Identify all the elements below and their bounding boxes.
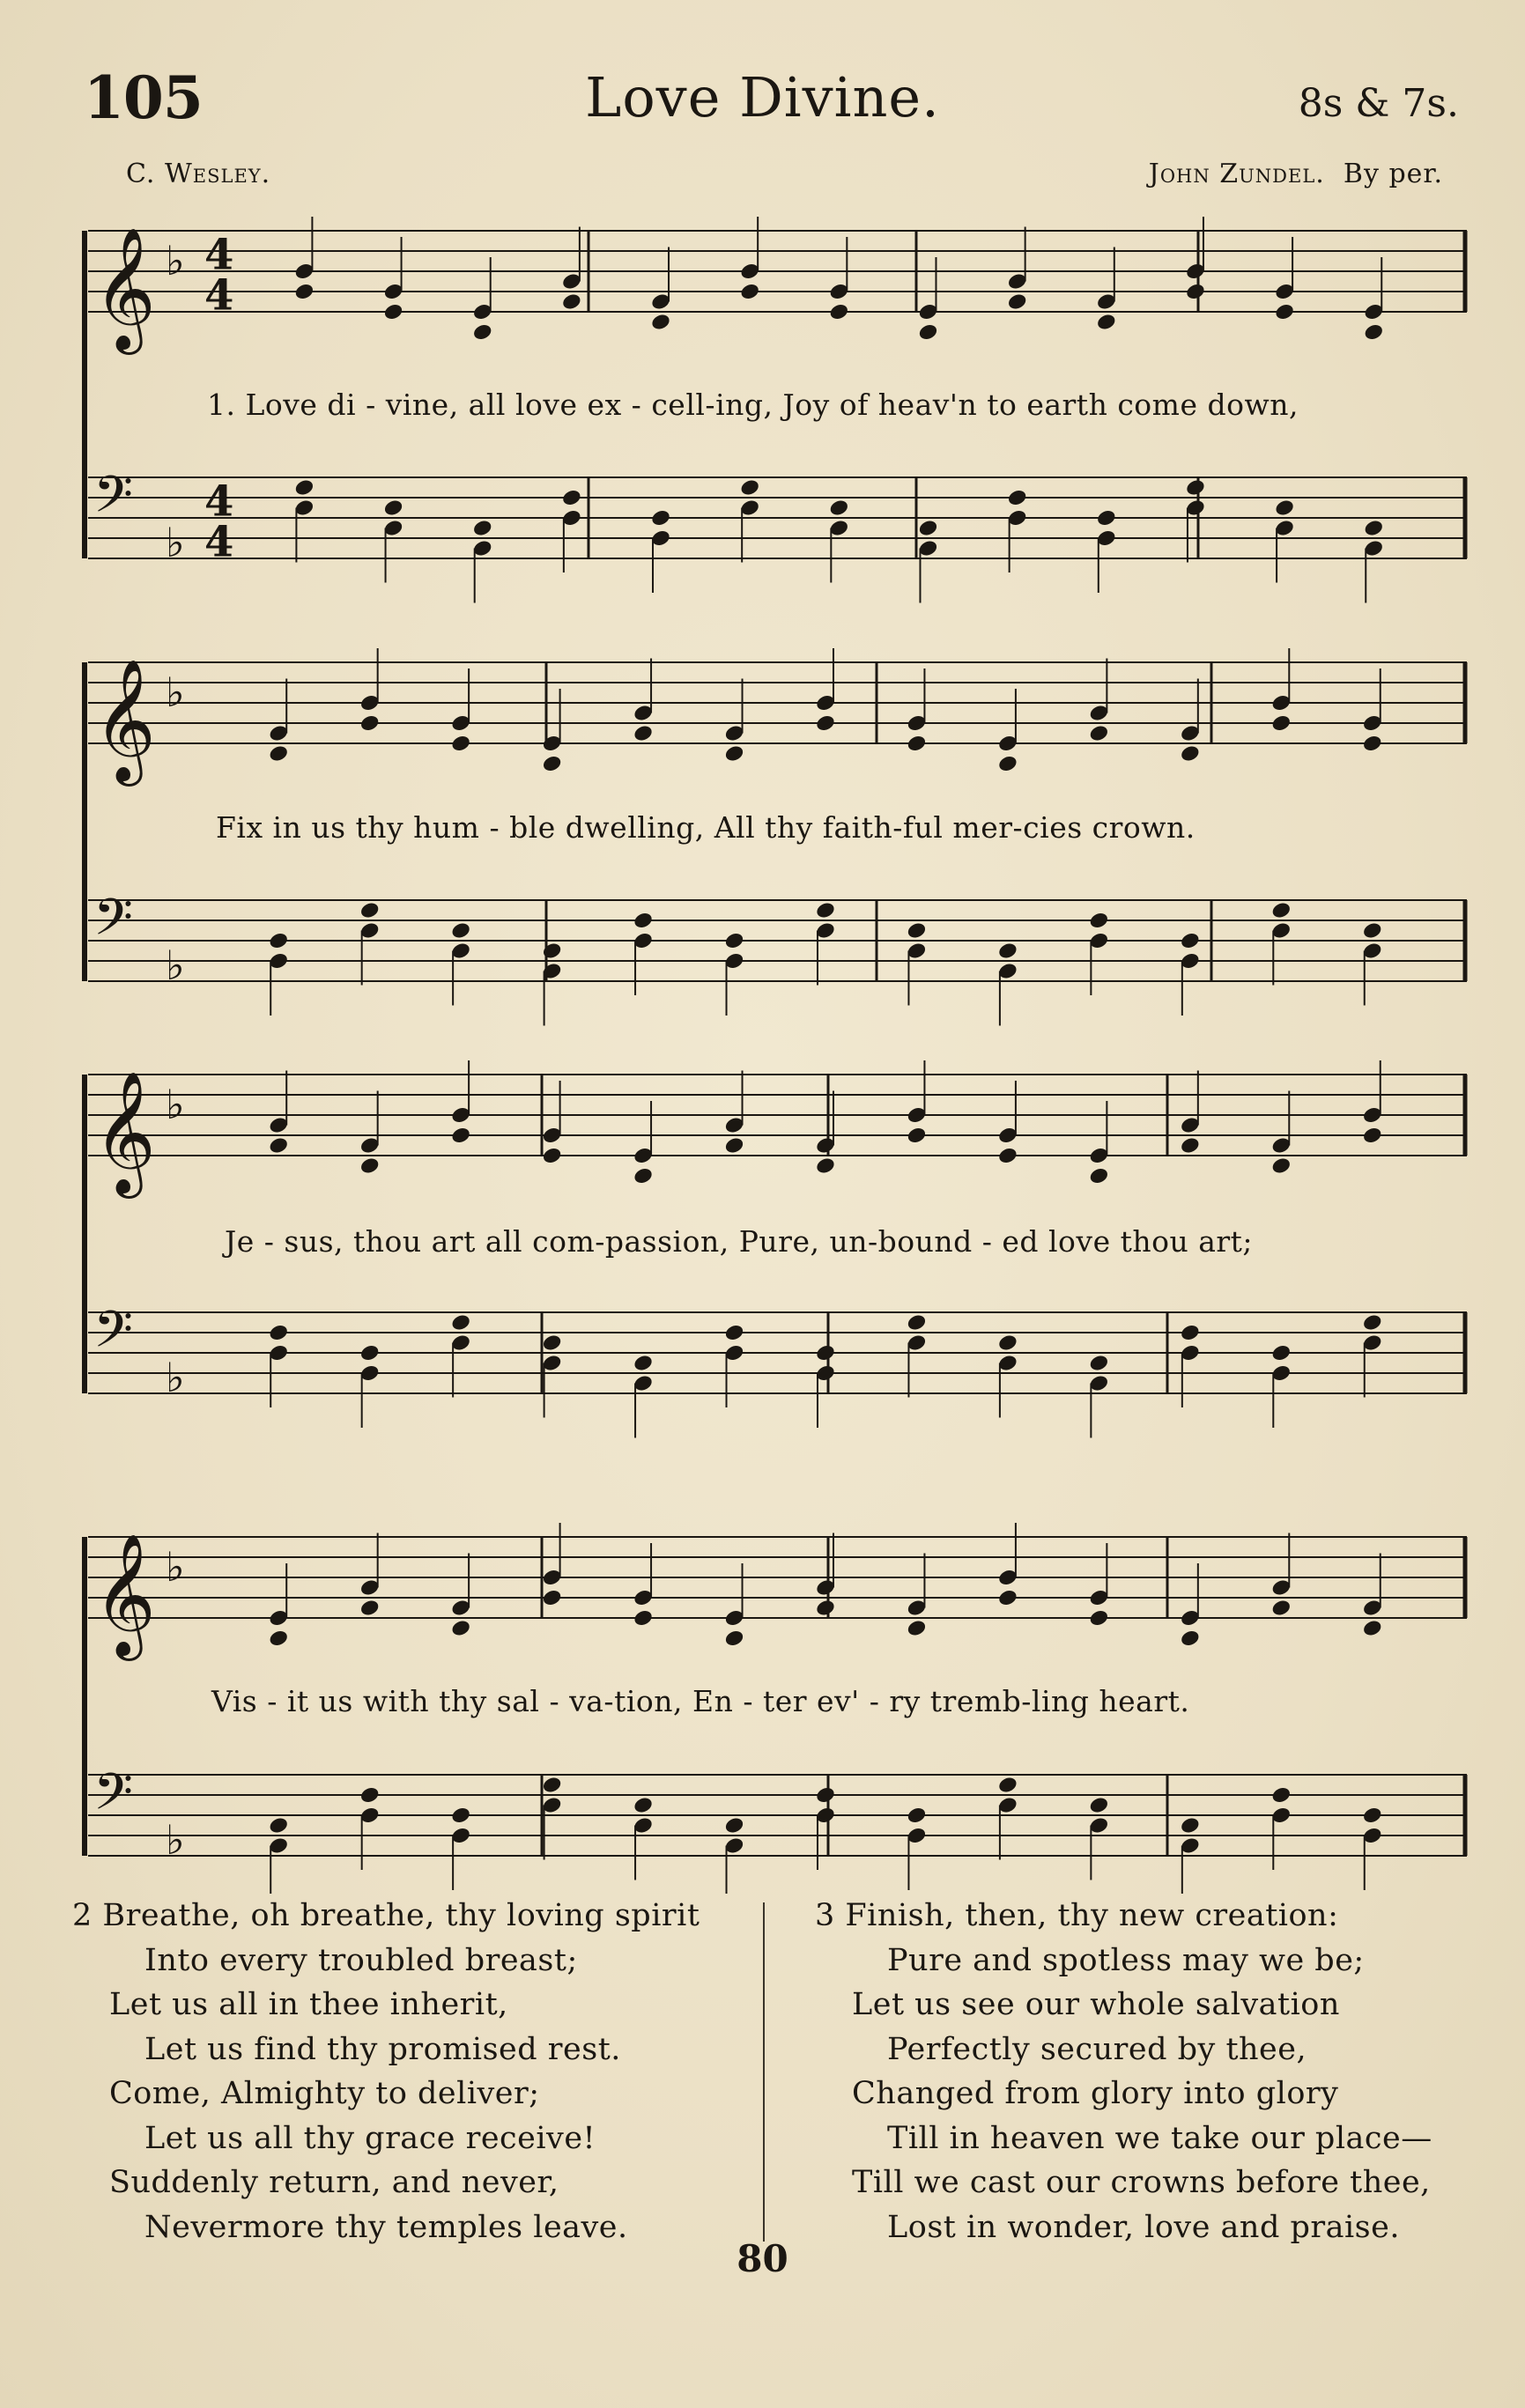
bass-clef-icon: 𝄢 — [93, 887, 134, 960]
note-head — [633, 1795, 654, 1814]
verse-3-line: Perfectly secured by thee, — [887, 2031, 1307, 2067]
note-head — [471, 322, 492, 342]
note-head — [997, 1775, 1018, 1794]
note-head — [359, 1156, 380, 1175]
flat-icon: ♭ — [166, 1816, 185, 1864]
note-head — [450, 1806, 471, 1825]
note-head — [450, 734, 471, 753]
verse-2-line: Suddenly return, and never, — [109, 2165, 559, 2200]
note-head — [739, 477, 760, 497]
note-head — [1362, 1126, 1383, 1145]
note-head — [1270, 1598, 1292, 1617]
time-signature: 4 — [204, 270, 234, 321]
note-head — [815, 1343, 836, 1363]
note-head — [1270, 1785, 1292, 1805]
note-head — [815, 713, 836, 733]
hymn-number: 105 — [84, 63, 203, 132]
bass-clef-icon: 𝄢 — [93, 464, 134, 537]
time-signature: 4 — [204, 230, 234, 280]
note-head — [815, 1156, 836, 1175]
note-head — [1088, 723, 1109, 742]
verse-2-line: Let us find thy promised rest. — [144, 2031, 621, 2067]
note-head — [450, 1618, 471, 1637]
note-head — [268, 931, 289, 950]
flat-icon: ♭ — [166, 519, 185, 566]
note-head — [917, 518, 938, 537]
verse-3-line: 3 Finish, then, thy new creation: — [815, 1898, 1339, 1933]
note-head — [650, 312, 671, 331]
note-head — [541, 1333, 562, 1352]
flat-icon: ♭ — [166, 942, 185, 989]
note-head — [268, 1135, 289, 1155]
note-head — [906, 1126, 927, 1145]
note-head — [1363, 518, 1384, 537]
note-head — [815, 1785, 836, 1805]
flat-icon: ♭ — [166, 237, 185, 284]
note-head — [359, 713, 380, 733]
note-head — [650, 508, 671, 528]
treble-clef-icon: 𝄞 — [93, 227, 156, 350]
verse-3-line: Lost in wonder, love and praise. — [887, 2209, 1400, 2245]
verse-2-line: 2 Breathe, oh breathe, thy loving spirit — [72, 1898, 700, 1933]
note-head — [906, 1806, 927, 1825]
note-head — [1006, 488, 1027, 507]
note-head — [906, 734, 927, 753]
note-head — [723, 1815, 744, 1835]
note-head — [1362, 920, 1383, 940]
bass-clef-icon: 𝄢 — [93, 1762, 134, 1835]
verse-2-line: Nevermore thy temples leave. — [144, 2209, 628, 2245]
note-head — [1180, 743, 1201, 763]
flat-icon: ♭ — [166, 1081, 185, 1128]
note-head — [359, 1785, 380, 1805]
verse-3-line: Till in heaven we take our place— — [887, 2120, 1432, 2156]
note-head — [723, 743, 744, 763]
note-head — [723, 931, 744, 950]
note-head — [541, 1146, 562, 1165]
note-head — [633, 723, 654, 742]
note-head — [1088, 1795, 1109, 1814]
note-head — [997, 941, 1018, 960]
flat-icon: ♭ — [166, 1543, 185, 1591]
note-head — [997, 1146, 1018, 1165]
verse-3-line: Let us see our whole salvation — [852, 1987, 1340, 2022]
note-head — [1088, 1353, 1109, 1372]
note-head — [906, 920, 927, 940]
hymn-meter: 8s & 7s. — [1298, 81, 1459, 126]
note-head — [450, 1126, 471, 1145]
note-head — [1096, 508, 1117, 528]
note-head — [541, 754, 562, 773]
verse-2-line: Come, Almighty to deliver; — [109, 2076, 540, 2111]
note-head — [1270, 713, 1292, 733]
note-head — [541, 1588, 562, 1607]
verse-2-line: Into every troubled breast; — [144, 1942, 578, 1978]
lyric-line-2: Fix in us thy hum - ble dwelling, All thy faith-ful mer-cies crown. — [216, 810, 1196, 845]
hymn-title: Love Divine. — [585, 65, 940, 129]
note-head — [633, 1608, 654, 1628]
note-head — [450, 1312, 471, 1332]
treble-clef-icon: 𝄞 — [93, 659, 156, 781]
verse-2-line: Let us all in thee inherit, — [109, 1987, 508, 2022]
note-head — [1274, 302, 1295, 321]
note-head — [268, 1815, 289, 1835]
note-head — [450, 920, 471, 940]
note-head — [268, 1629, 289, 1648]
note-head — [382, 498, 403, 517]
note-head — [633, 1166, 654, 1186]
note-head — [1096, 312, 1117, 331]
note-head — [268, 1323, 289, 1342]
note-head — [359, 900, 380, 920]
note-head — [997, 1588, 1018, 1607]
note-head — [1180, 1135, 1201, 1155]
note-head — [1180, 1815, 1201, 1835]
note-head — [1270, 1156, 1292, 1175]
note-head — [917, 322, 938, 342]
verse-3-line: Till we cast our crowns before thee, — [852, 2165, 1431, 2200]
treble-clef-icon: 𝄞 — [93, 1533, 156, 1656]
note-head — [561, 488, 582, 507]
note-head — [1270, 1343, 1292, 1363]
note-head — [633, 911, 654, 930]
note-head — [1185, 282, 1206, 301]
note-head — [906, 1312, 927, 1332]
note-head — [541, 1775, 562, 1794]
note-head — [1088, 1608, 1109, 1628]
note-head — [1362, 1312, 1383, 1332]
note-head — [828, 498, 849, 517]
author-credit: C. Wesley. — [126, 159, 271, 189]
note-head — [1362, 1618, 1383, 1637]
note-head — [1274, 498, 1295, 517]
permission-note: By per. — [1343, 159, 1443, 189]
note-head — [828, 302, 849, 321]
note-head — [906, 1618, 927, 1637]
note-head — [561, 292, 582, 311]
note-head — [1180, 1323, 1201, 1342]
verse-divider — [763, 1902, 765, 2242]
note-head — [633, 1353, 654, 1372]
note-head — [1180, 1629, 1201, 1648]
note-head — [1362, 1806, 1383, 1825]
flat-icon: ♭ — [166, 1354, 185, 1401]
lyric-line-1: 1. Love di - vine, all love ex - cell-ing, Joy of heav'n to earth come down, — [207, 388, 1299, 422]
note-head — [723, 1135, 744, 1155]
note-head — [382, 302, 403, 321]
note-head — [815, 1598, 836, 1617]
note-head — [1088, 911, 1109, 930]
lyric-line-4: Vis - it us with thy sal - va-tion, En - ter ev' - ry tremb-ling heart. — [211, 1684, 1190, 1718]
composer-name: John Zundel. — [1148, 159, 1325, 189]
note-head — [359, 1598, 380, 1617]
flat-icon: ♭ — [166, 668, 185, 716]
note-head — [1185, 477, 1206, 497]
time-signature: 4 — [204, 476, 234, 527]
note-head — [541, 941, 562, 960]
note-head — [723, 1629, 744, 1648]
note-head — [268, 743, 289, 763]
verse-3 — [815, 1894, 1484, 2249]
page-number: 80 — [737, 2237, 788, 2280]
note-head — [723, 1323, 744, 1342]
bass-clef-icon: 𝄢 — [93, 1299, 134, 1372]
note-head — [997, 1333, 1018, 1352]
note-head — [1006, 292, 1027, 311]
time-signature: 4 — [204, 517, 234, 567]
note-head — [1088, 1166, 1109, 1186]
note-head — [997, 754, 1018, 773]
note-head — [293, 282, 315, 301]
note-head — [359, 1343, 380, 1363]
lyric-line-3: Je - sus, thou art all com-passion, Pure, un-bound - ed love thou art; — [225, 1224, 1254, 1259]
note-head — [1270, 900, 1292, 920]
note-head — [1180, 931, 1201, 950]
note-head — [293, 477, 315, 497]
verse-2-line: Let us all thy grace receive! — [144, 2120, 596, 2156]
note-head — [1362, 734, 1383, 753]
note-head — [739, 282, 760, 301]
note-head — [1363, 322, 1384, 342]
verse-3-line: Changed from glory into glory — [852, 2076, 1339, 2111]
note-head — [815, 900, 836, 920]
verse-2 — [72, 1894, 759, 2249]
note-head — [471, 518, 492, 537]
verse-3-line: Pure and spotless may we be; — [887, 1942, 1365, 1978]
treble-clef-icon: 𝄞 — [93, 1071, 156, 1193]
